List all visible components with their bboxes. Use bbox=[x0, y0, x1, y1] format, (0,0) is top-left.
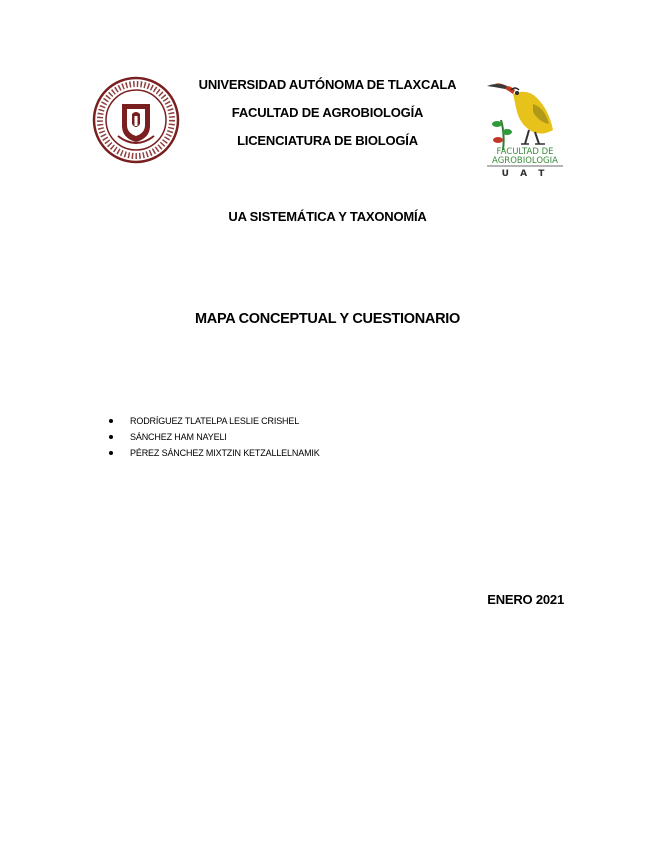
authors-list bbox=[108, 413, 320, 461]
program-name: LICENCIATURA DE BIOLOGÍA bbox=[237, 133, 418, 148]
logo-caption-line2: AGROBIOLOGIA bbox=[492, 156, 558, 166]
author-name: SÁNCHEZ HAM NAYELI bbox=[130, 432, 227, 442]
subject-title: UA SISTEMÁTICA Y TAXONOMÍA bbox=[228, 209, 427, 224]
faculty-name: FACULTAD DE AGROBIOLOGÍA bbox=[231, 105, 424, 120]
bullet-icon bbox=[109, 419, 113, 423]
author-item bbox=[108, 429, 320, 445]
author-name: PÉREZ SÁNCHEZ MIXTZIN KETZALLELNAMIK bbox=[130, 448, 320, 458]
university-name: UNIVERSIDAD AUTÓNOMA DE TLAXCALA bbox=[198, 77, 457, 92]
author-item bbox=[108, 413, 320, 429]
logo-caption-line3: U A T bbox=[501, 169, 549, 178]
author-name: RODRÍGUEZ TLATELPA LESLIE CRISHEL bbox=[130, 416, 300, 426]
faculty-bird-logo bbox=[483, 74, 567, 178]
author-item bbox=[108, 445, 320, 461]
bullet-icon bbox=[109, 435, 113, 439]
document-date: ENERO 2021 bbox=[487, 592, 564, 607]
logo-caption-line1: FACULTAD DE bbox=[496, 147, 554, 157]
document-title: MAPA CONCEPTUAL Y CUESTIONARIO bbox=[195, 311, 460, 327]
bullet-icon bbox=[109, 451, 113, 455]
university-seal-logo bbox=[92, 76, 180, 164]
